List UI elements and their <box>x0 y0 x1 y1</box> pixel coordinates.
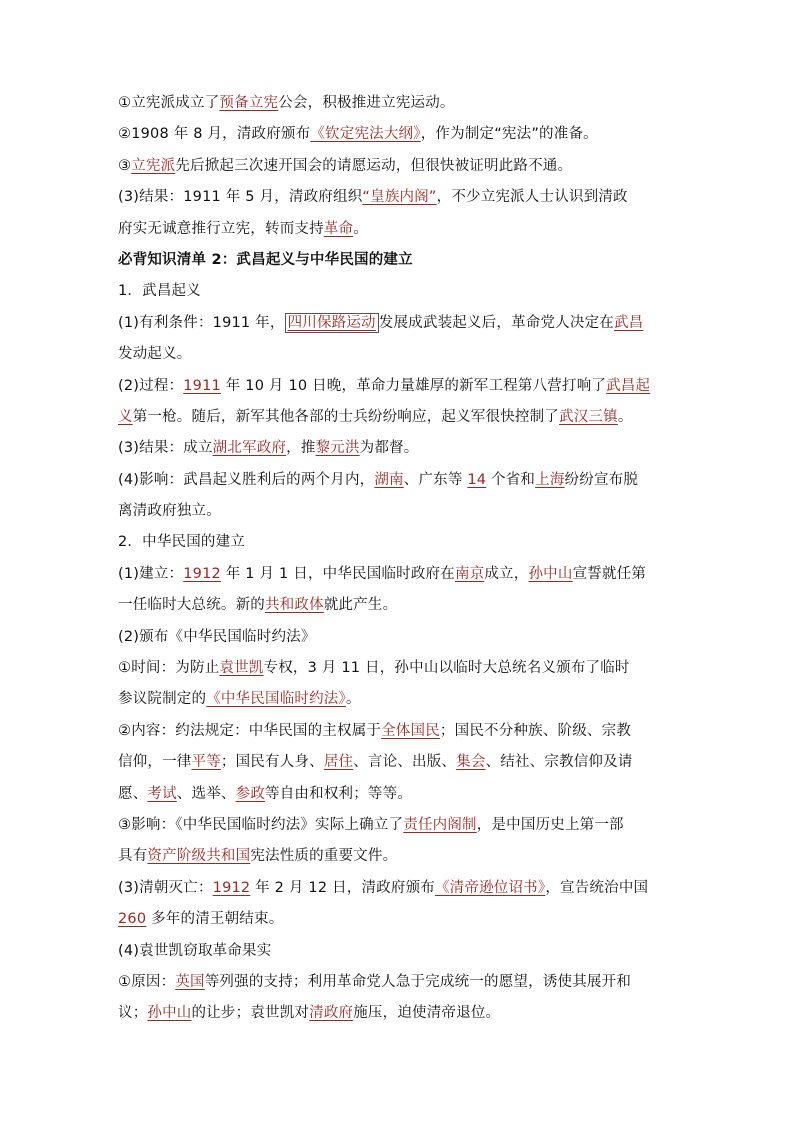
answer-blank: 《钦定宪法大纲》 <box>310 126 421 143</box>
answer-blank: “皇族内阁” <box>362 189 437 206</box>
answer-blank: 英国 <box>175 973 205 990</box>
text-segment: (2)颁布《中华民国临时约法》 <box>118 628 316 645</box>
text-segment: (3)清朝灭亡： <box>118 879 213 896</box>
text-segment: 、言论、出版、 <box>353 754 457 771</box>
text-line <box>118 433 694 464</box>
text-segment: 。 <box>617 408 633 425</box>
text-line <box>118 622 694 653</box>
answer-blank: 革命 <box>323 220 354 237</box>
text-segment: 年 10 月 10 日晚，革命力量雄厚的新军工程第八营打响了 <box>220 377 607 394</box>
answer-blank: 共和政体 <box>265 597 324 614</box>
answer-blank: 上海 <box>535 471 565 488</box>
text-segment: 。 <box>345 691 361 708</box>
text-segment: ①时间：为防止 <box>118 660 220 677</box>
text-segment: 的让步；袁世凯对 <box>191 1005 310 1022</box>
answer-blank: 集会 <box>456 754 486 771</box>
text-segment: 一任临时大总统。新的 <box>118 597 265 614</box>
answer-blank: 资产阶级共和国 <box>147 848 251 865</box>
text-segment: 多年的清王朝结束。 <box>146 911 284 928</box>
text-line <box>118 339 694 370</box>
text-line <box>118 371 694 402</box>
text-line <box>118 684 694 715</box>
text-segment: 、结社、宗教信仰及请 <box>485 754 633 771</box>
text-segment: 府实无诚意推行立宪，转而支持 <box>118 220 324 237</box>
text-line <box>118 747 694 778</box>
text-segment: 2．中华民国的建立 <box>118 534 246 551</box>
text-segment: ②1908 年 8 月，清政府颁布 <box>118 126 311 143</box>
text-line <box>118 936 694 967</box>
text-segment: 具有 <box>118 848 148 865</box>
text-segment: 纷纷宣布脱 <box>564 471 639 488</box>
text-segment: ②内容：约法规定：中华民国的主权属于 <box>118 722 382 739</box>
text-segment: ①原因： <box>118 973 176 990</box>
answer-blank: 居住 <box>323 754 354 771</box>
text-segment: 专权，3 月 11 日，孙中山以临时大总统名义颁布了临时 <box>263 660 630 677</box>
text-segment: 离清政府独立。 <box>118 503 221 520</box>
answer-blank: 预备立宪 <box>219 95 279 111</box>
text-line <box>118 276 694 307</box>
text-segment: 议； <box>118 1005 148 1022</box>
text-line <box>118 653 694 684</box>
answer-blank: 四川保路运动 <box>285 313 379 333</box>
text-segment: ③ <box>118 157 132 174</box>
answer-blank: 《清帝逊位诏书》 <box>434 879 546 896</box>
text-segment: (1)有利条件：1911 年， <box>118 314 285 331</box>
text-segment: 第一枪。随后，新军其他各部的士兵纷纷响应，起义军很快控制了 <box>132 408 560 425</box>
text-line <box>118 182 694 213</box>
text-segment: 年 1 月 1 日，中华民国临时政府在 <box>220 565 455 582</box>
text-segment: 。 <box>353 220 368 237</box>
text-segment: 等列强的支持；利用革命党人急于完成统一的愿望，诱使其展开和 <box>204 973 632 990</box>
text-line <box>118 151 694 182</box>
text-segment: 个省和 <box>486 471 536 488</box>
text-line <box>118 810 694 841</box>
text-segment: (1)建立： <box>118 565 184 582</box>
answer-blank: 孙中山 <box>528 565 573 582</box>
answer-blank: 湖南 <box>374 471 404 488</box>
answer-blank: 武昌起 <box>606 377 651 394</box>
text-segment: 年 2 月 12 日，清政府颁布 <box>250 879 435 896</box>
text-segment: (3)结果：1911 年 5 月，清政府组织 <box>118 189 363 206</box>
text-segment: 宣誓就任第 <box>572 565 647 582</box>
text-line <box>118 88 694 119</box>
text-segment: 、广东等 <box>403 471 468 488</box>
answer-blank: 武昌 <box>613 314 644 331</box>
answer-blank: 清政府 <box>309 1005 354 1022</box>
text-segment: 施压，迫使清帝退位。 <box>353 1005 501 1022</box>
text-segment: 为都督。 <box>359 440 419 457</box>
text-segment: 愿、 <box>118 785 148 802</box>
answer-blank: 南京 <box>454 565 485 582</box>
text-segment: 信仰，一律 <box>118 754 192 771</box>
text-line <box>118 402 694 433</box>
answer-blank: 义 <box>118 408 133 425</box>
text-line <box>118 119 694 150</box>
answer-blank: 参政 <box>235 785 266 802</box>
answer-blank: 14 <box>467 471 487 488</box>
text-line <box>118 496 694 527</box>
answer-blank: 全体国民 <box>381 722 440 739</box>
text-segment: ，不少立宪派人士认识到清政 <box>436 189 628 206</box>
text-line <box>118 465 694 496</box>
section-heading <box>118 245 694 276</box>
text-line <box>118 308 694 339</box>
text-line <box>118 559 694 590</box>
text-line <box>118 779 694 810</box>
answer-blank: 1912 <box>183 565 221 582</box>
answer-blank: 1911 <box>183 377 221 394</box>
text-segment: ①立宪派成立了 <box>118 95 220 111</box>
text-segment: 、选举、 <box>176 785 236 802</box>
answer-blank: 《中华民国临时约法》 <box>206 691 346 708</box>
answer-blank: 黎元洪 <box>315 440 360 457</box>
answer-blank: 袁世凯 <box>219 660 264 677</box>
text-line <box>118 904 694 935</box>
answer-blank: 武汉三镇 <box>559 408 618 425</box>
answer-blank: 平等 <box>191 754 221 771</box>
answer-blank: 260 <box>118 911 147 928</box>
text-line <box>118 873 694 904</box>
text-segment: 1．武昌起义 <box>118 283 201 300</box>
answer-blank: 考试 <box>147 785 177 802</box>
text-segment: (2)过程： <box>118 377 184 394</box>
text-segment: 发动起义。 <box>118 346 192 363</box>
text-segment: ，宣告统治中国 <box>545 879 649 896</box>
text-segment: (3)结果：成立 <box>118 440 213 457</box>
document-body <box>118 88 694 1030</box>
answer-blank: 湖北军政府 <box>212 440 287 457</box>
text-line <box>118 214 694 245</box>
text-segment: 参议院制定的 <box>118 691 207 708</box>
answer-blank: 责任内阁制 <box>403 816 477 833</box>
text-segment: ；国民不分种族、阶级、宗教 <box>439 722 632 739</box>
answer-blank: 孙中山 <box>147 1005 192 1022</box>
text-segment: 成立， <box>484 565 529 582</box>
text-segment: 公会，积极推进立宪运动。 <box>278 95 455 111</box>
text-line <box>118 527 694 558</box>
text-segment: 先后掀起三次速开国会的请愿运动，但很快被证明此路不通。 <box>175 157 573 174</box>
text-line <box>118 841 694 872</box>
text-line <box>118 967 694 998</box>
text-segment: ，推 <box>286 440 316 457</box>
text-line <box>118 998 694 1029</box>
answer-blank: 立宪派 <box>131 157 176 174</box>
answer-blank: 1912 <box>212 879 251 896</box>
text-segment: 宪法性质的重要文件。 <box>250 848 398 865</box>
text-line <box>118 716 694 747</box>
text-segment: 必背知识清单 2：武昌起义与中华民国的建立 <box>118 251 413 268</box>
text-segment: ；国民有人身、 <box>220 754 324 771</box>
text-segment: (4)影响：武昌起义胜利后的两个月内， <box>118 471 375 488</box>
text-segment: 发展成武装起义后，革命党人决定在 <box>378 314 614 331</box>
text-segment: (4)袁世凯窃取革命果实 <box>118 942 272 959</box>
text-segment: ，是中国历史上第一部 <box>476 816 624 833</box>
text-segment: ③影响：《中华民国临时约法》实际上确立了 <box>118 816 404 833</box>
text-segment: 等自由和权利；等等。 <box>265 785 413 802</box>
text-line <box>118 590 694 621</box>
text-segment: 就此产生。 <box>323 597 398 614</box>
text-segment: ，作为制定“宪法”的准备。 <box>420 126 598 143</box>
